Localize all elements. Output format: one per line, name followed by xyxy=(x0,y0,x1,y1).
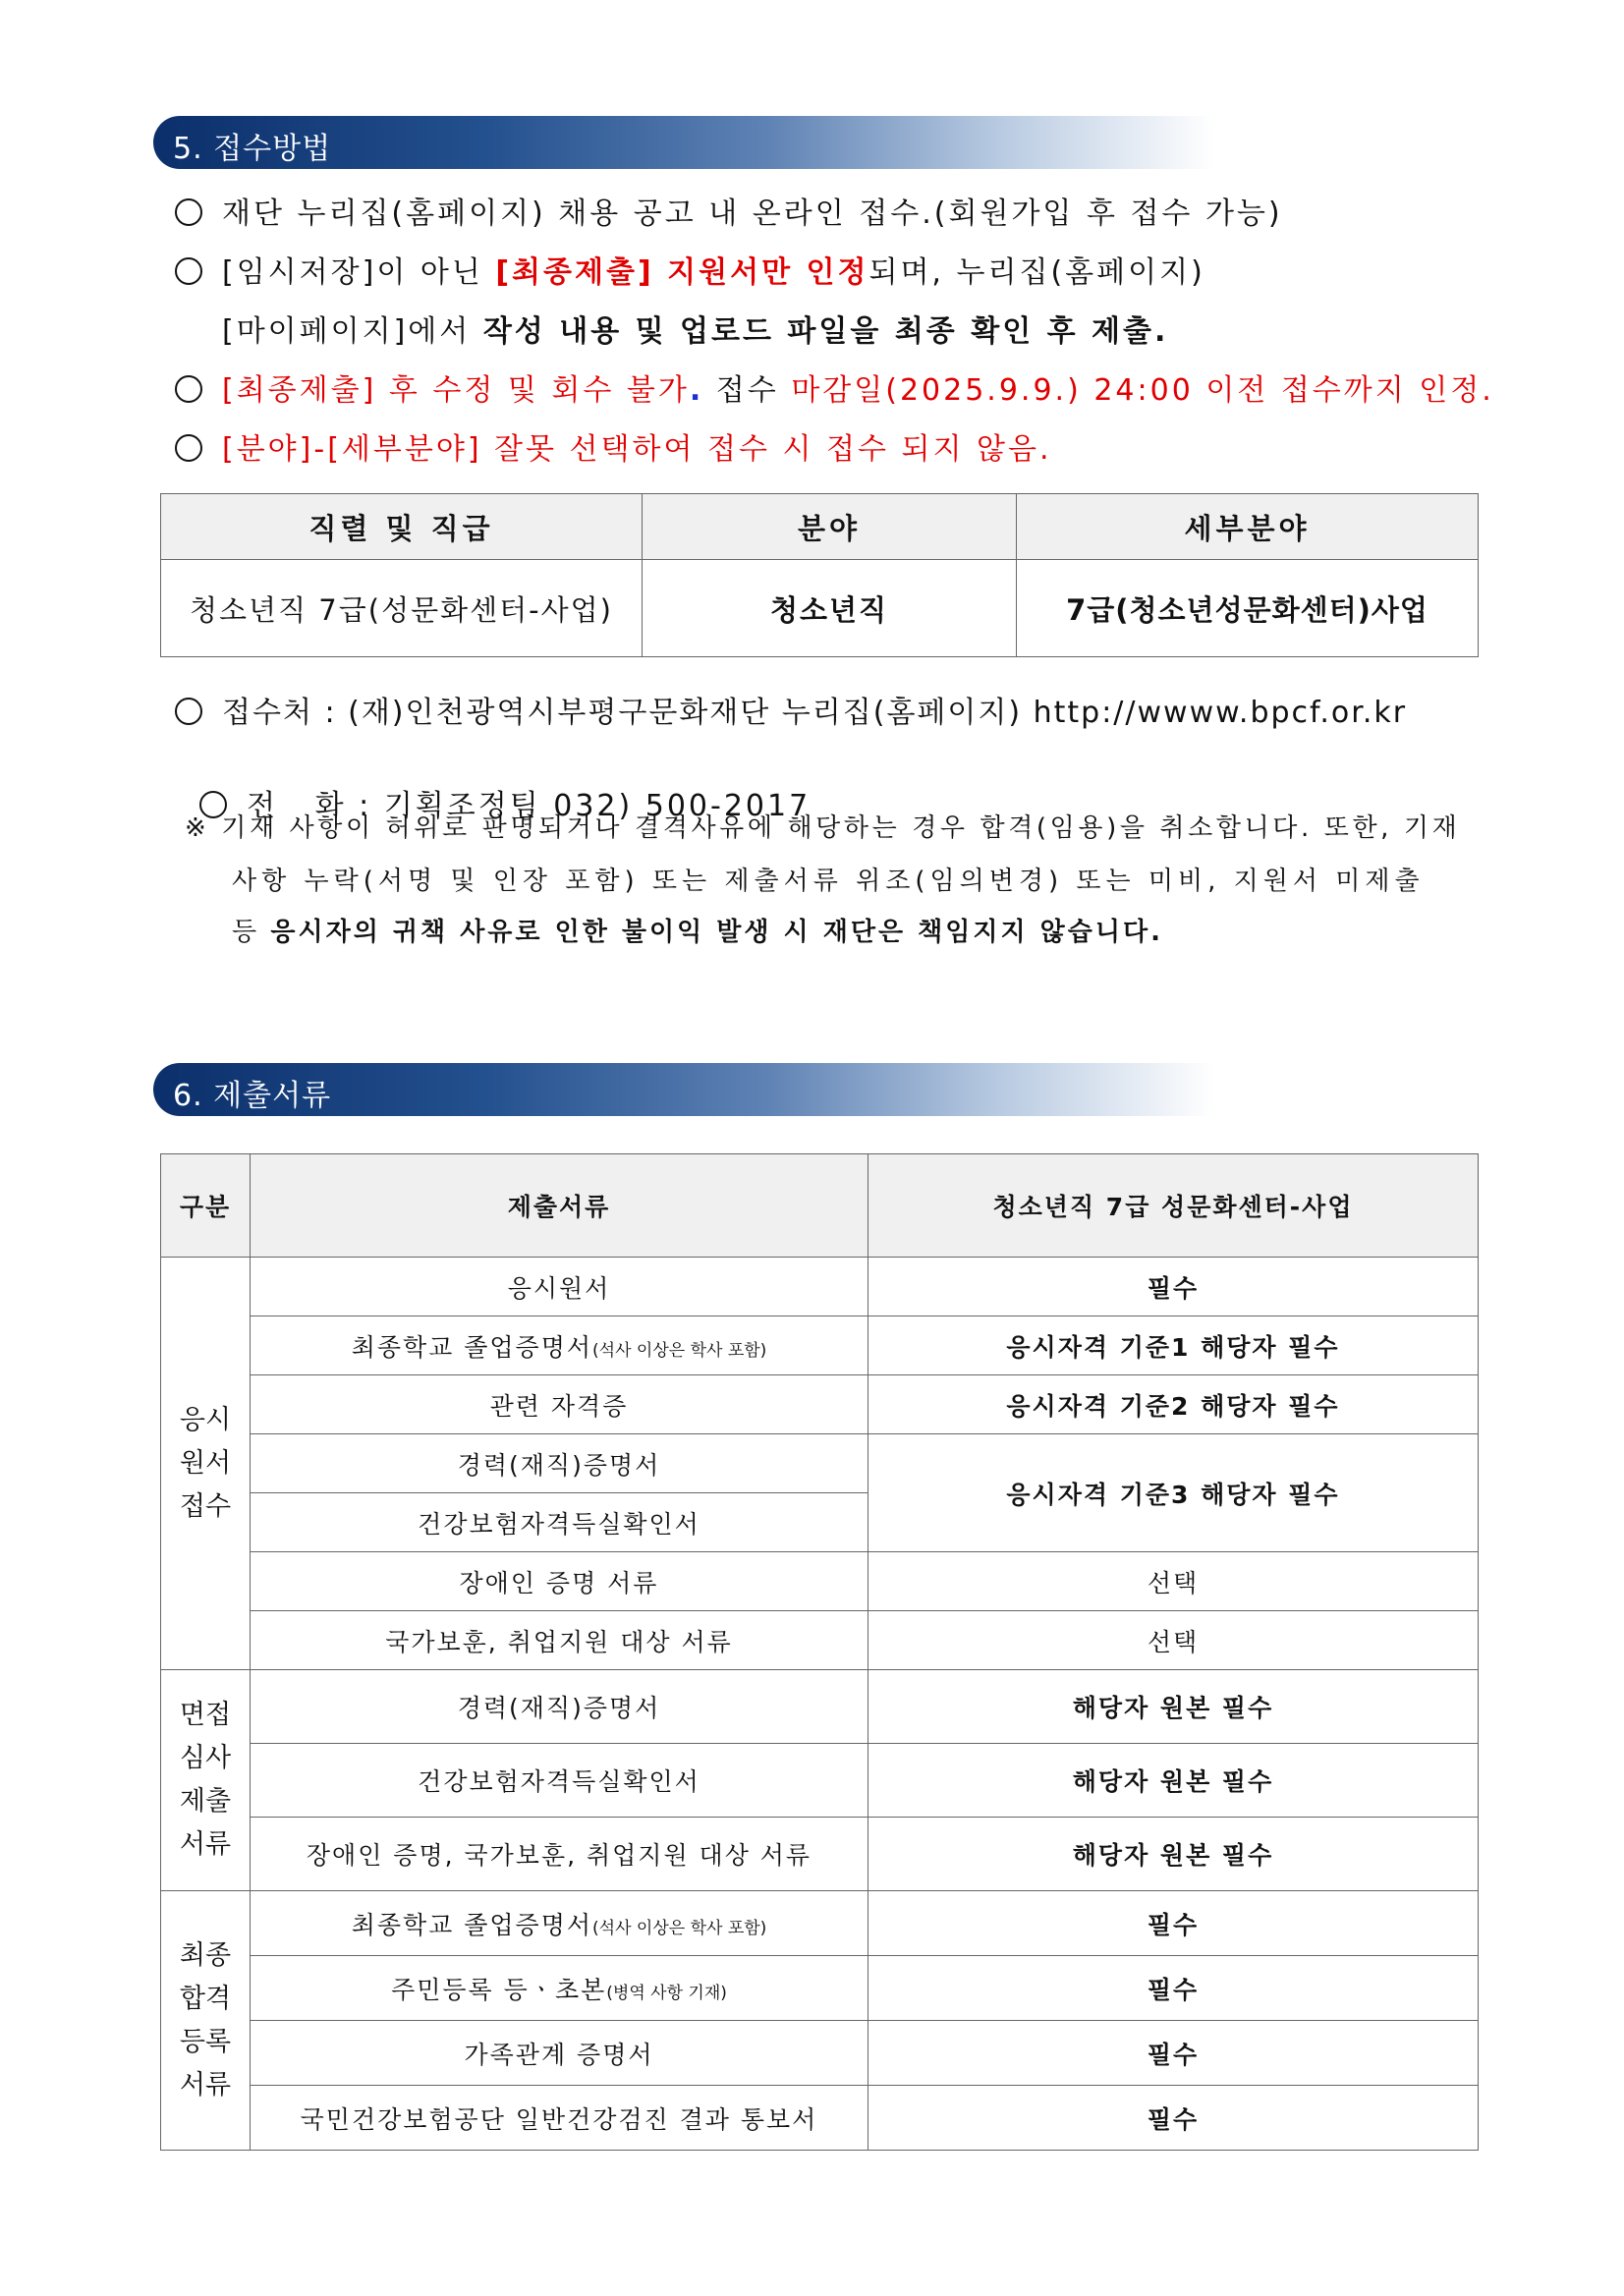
note-line-2: 사항 누락(서명 및 인장 포함) 또는 제출서류 위조(임의변경) 또는 미비, 지원서 미제출 xyxy=(232,867,1425,896)
table-row xyxy=(161,1611,1479,1670)
req-cell: 필수 xyxy=(868,2021,1479,2086)
cell-position: 청소년직 7급(성문화센터-사업) xyxy=(161,560,643,657)
bullet-online-apply: 재단 누리집(홈페이지) 채용 공고 내 온라인 접수.(회원가입 후 접수 가능) xyxy=(175,189,1283,232)
req-cell: 응시자격 기준2 해당자 필수 xyxy=(868,1375,1479,1434)
bullet-final-submit: [임시저장]이 아닌 [최종제출] 지원서만 인정되며, 누리집(홈페이지) xyxy=(175,248,1205,291)
req-cell: 필수 xyxy=(868,2086,1479,2151)
documents-table xyxy=(160,1153,1479,2151)
table-row xyxy=(161,1670,1479,1744)
contact-phone: 전 화 : 기획조정팀 032) 500-2017 xyxy=(175,747,811,824)
req-cell: 필수 xyxy=(868,1956,1479,2021)
req-cell: 필수 xyxy=(868,1258,1479,1316)
table-row xyxy=(161,1818,1479,1891)
table-row xyxy=(161,2021,1479,2086)
bullet-final-submit-cont: [마이페이지]에서 작성 내용 및 업로드 파일을 최종 확인 후 제출. xyxy=(222,314,1169,349)
table-row xyxy=(161,1744,1479,1818)
note-line-3: 등 응시자의 귀책 사유로 인한 불이익 발생 시 재단은 책임지지 않습니다. xyxy=(232,918,1163,947)
group-interview: 면접 심사 제출 서류 xyxy=(161,1670,251,1891)
req-cell: 응시자격 기준1 해당자 필수 xyxy=(868,1316,1479,1375)
req-cell: 응시자격 기준3 해당자 필수 xyxy=(868,1434,1479,1552)
req-cell: 선택 xyxy=(868,1552,1479,1611)
section-5-header xyxy=(153,116,1332,169)
table-row xyxy=(161,1258,1479,1316)
circle-bullet-icon xyxy=(175,375,202,403)
doc-cell: 건강보험자격득실확인서 xyxy=(251,1493,868,1552)
header-field: 분야 xyxy=(643,494,1017,560)
doc-cell: 응시원서 xyxy=(251,1258,868,1316)
doc-cell: 국민건강보험공단 일반건강검진 결과 통보서 xyxy=(251,2086,868,2151)
header-position: 직렬 및 직급 xyxy=(161,494,643,560)
doc-cell: 주민등록 등ㆍ초본(병역 사항 기재) xyxy=(251,1956,868,2021)
group-final: 최종 합격 등록 서류 xyxy=(161,1891,251,2151)
doc-cell: 장애인 증명 서류 xyxy=(251,1552,868,1611)
table-row xyxy=(161,1552,1479,1611)
cell-field: 청소년직 xyxy=(643,560,1017,657)
req-cell: 해당자 원본 필수 xyxy=(868,1744,1479,1818)
section-6-title: 6. 제출서류 xyxy=(173,1079,332,1113)
table-row xyxy=(161,1891,1479,1956)
contact-website: 접수처 : (재)인천광역시부평구문화재단 누리집(홈페이지) http://wwww.bpcf.or.kr xyxy=(175,688,1407,731)
req-cell: 필수 xyxy=(868,1891,1479,1956)
note-line-1: ※ 기재 사항이 허위로 판명되거나 결격사유에 해당하는 경우 합격(임용)을 취소합니다. 또한, 기재 xyxy=(185,813,1461,843)
table-row xyxy=(161,2086,1479,2151)
header-requirement: 청소년직 7급 성문화센터-사업 xyxy=(868,1154,1479,1258)
doc-cell: 장애인 증명, 국가보훈, 취업지원 대상 서류 xyxy=(251,1818,868,1891)
doc-cell: 최종학교 졸업증명서(석사 이상은 학사 포함) xyxy=(251,1891,868,1956)
doc-cell: 국가보훈, 취업지원 대상 서류 xyxy=(251,1611,868,1670)
table-row xyxy=(161,1375,1479,1434)
doc-cell: 경력(재직)증명서 xyxy=(251,1670,868,1744)
req-cell: 해당자 원본 필수 xyxy=(868,1818,1479,1891)
header-subfield: 세부분야 xyxy=(1017,494,1479,560)
circle-bullet-icon xyxy=(175,257,202,285)
req-cell: 선택 xyxy=(868,1611,1479,1670)
doc-cell: 건강보험자격득실확인서 xyxy=(251,1744,868,1818)
bullet-field-warning: [분야]-[세부분야] 잘못 선택하여 접수 시 접수 되지 않음. xyxy=(175,424,1052,468)
req-cell: 해당자 원본 필수 xyxy=(868,1670,1479,1744)
table-row xyxy=(161,560,1479,657)
bullet-deadline: [최종제출] 후 수정 및 회수 불가. 접수 마감일(2025.9.9.) 24:00 이전 접수까지 인정. xyxy=(175,365,1494,409)
cell-subfield: 7급(청소년성문화센터)사업 xyxy=(1017,560,1479,657)
circle-bullet-icon xyxy=(175,434,202,462)
table-row xyxy=(161,1434,1479,1493)
doc-cell: 경력(재직)증명서 xyxy=(251,1434,868,1493)
doc-cell: 관련 자격증 xyxy=(251,1375,868,1434)
circle-bullet-icon xyxy=(175,198,202,226)
group-application: 응시 원서 접수 xyxy=(161,1258,251,1670)
section-5-title: 5. 접수방법 xyxy=(173,132,332,166)
table-row xyxy=(161,1316,1479,1375)
doc-cell: 가족관계 증명서 xyxy=(251,2021,868,2086)
circle-bullet-icon xyxy=(175,698,202,725)
table-header-row xyxy=(161,494,1479,560)
position-table xyxy=(160,493,1479,657)
table-row xyxy=(161,1956,1479,2021)
header-category: 구분 xyxy=(161,1154,251,1258)
section-6-header xyxy=(153,1063,1332,1116)
doc-cell: 최종학교 졸업증명서(석사 이상은 학사 포함) xyxy=(251,1316,868,1375)
header-documents: 제출서류 xyxy=(251,1154,868,1258)
table-header-row xyxy=(161,1154,1479,1258)
